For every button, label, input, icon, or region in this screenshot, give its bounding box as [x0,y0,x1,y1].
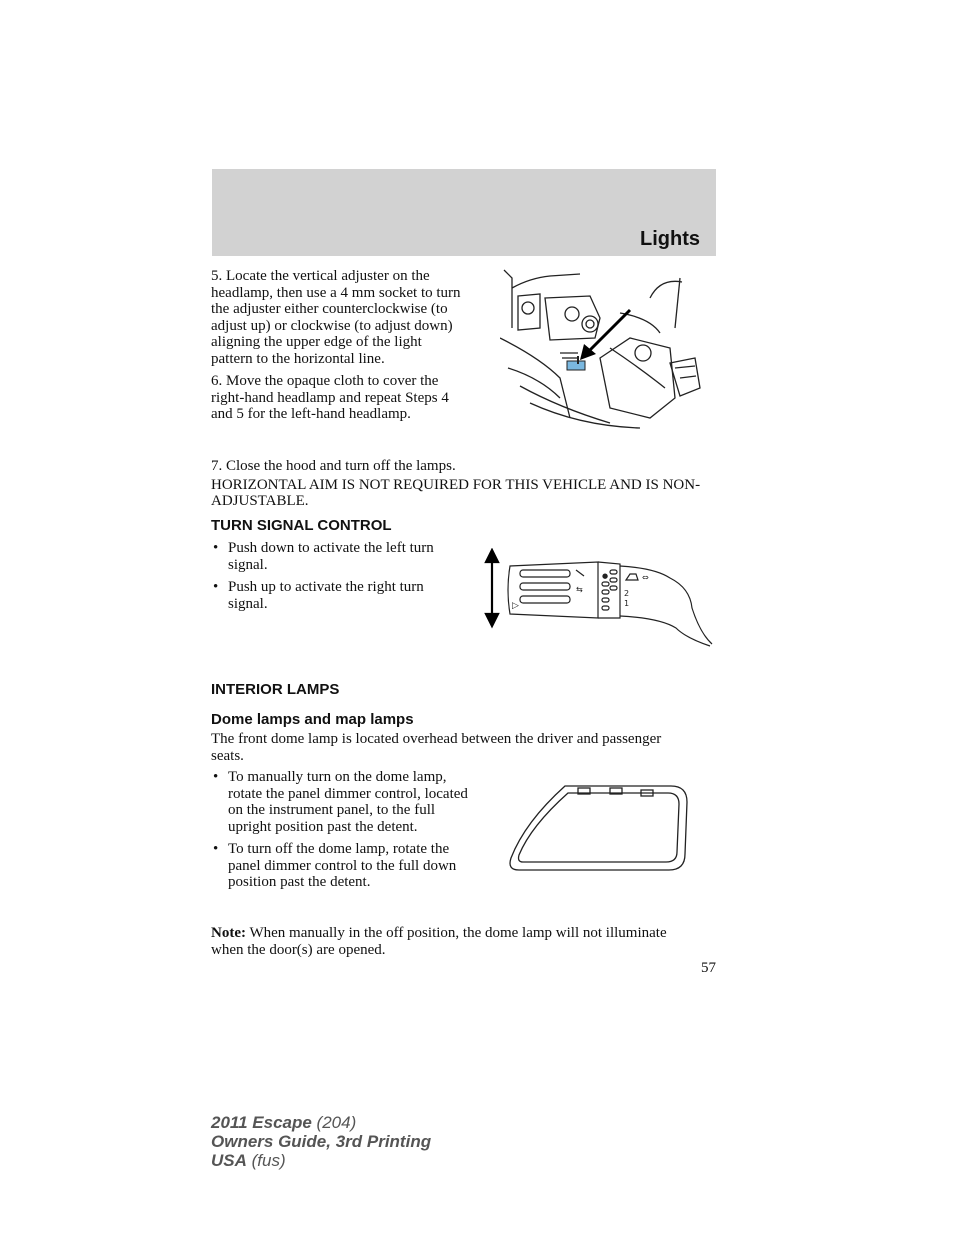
step-7-text: 7. Close the hood and turn off the lamps. [211,458,456,474]
dome-lamp-note [211,925,681,958]
interior-lamps-heading: INTERIOR LAMPS [211,681,340,698]
list-item: • To manually turn on the dome lamp, rotate the panel dimmer control, located on the instrument panel, to the full upright position past the detent. [211,769,471,835]
dome-lamps-subheading: Dome lamps and map lamps [211,711,414,728]
turn-signal-stalk-illustration [480,548,716,648]
footer-line-market [211,1151,431,1170]
footer-guide: Owners Guide, 3rd Printing [211,1132,432,1151]
step-6-text: 6. Move the opaque cloth to cover the right-hand headlamp and repeat Steps 4 and 5 for the left-hand headlamp. [211,373,449,422]
dome-lamp-illustration [505,782,691,874]
svg-text:●: ● [602,572,609,580]
svg-text:1: 1 [624,599,630,608]
list-item: • Push down to activate the left turn signal. [211,540,467,573]
horizontal-aim-note: HORIZONTAL AIM IS NOT REQUIRED FOR THIS VEHICLE AND IS NON-ADJUSTABLE. [211,476,701,509]
list-item: • Push up to activate the right turn signal. [211,579,467,612]
note-text: When manually in the off position, the dome lamp will not illuminate when the door(s) are opened. [211,925,667,958]
note-label: Note: [211,925,246,941]
document-footer [211,1113,431,1170]
step-5-text: 5. Locate the vertical adjuster on the headlamp, then use a 4 mm socket to turn the adjuster either counterclockwise (to adjust up) or clockwise (to adjust down) aligning the upper edge of the light pattern to the horizontal line. [211,268,461,367]
footer-model-code: (204) [311,1113,357,1132]
aim-steps-column [211,268,461,423]
dome-lamp-intro: The front dome lamp is located overhead between the driver and passenger seats. [211,731,662,764]
footer-market-code: (fus) [246,1151,286,1170]
svg-text:⇔: ⇔ [642,573,649,582]
dome-lamp-list [211,769,471,897]
section-title: Lights [640,228,700,250]
headlamp-adjuster-illustration [500,268,716,433]
footer-model: 2011 Escape [211,1113,312,1132]
footer-line-model [211,1113,431,1132]
footer-line-guide [211,1132,431,1151]
turn-signal-list [211,540,467,618]
turn-signal-heading: TURN SIGNAL CONTROL [211,517,392,534]
list-item: • To turn off the dome lamp, rotate the panel dimmer control to the full down position past the detent. [211,841,471,891]
svg-text:▷: ▷ [512,601,519,611]
page-number: 57 [701,960,716,976]
footer-market: USA [211,1151,247,1170]
section-header-band [212,169,716,256]
aim-closing-text [211,458,711,510]
svg-text:2: 2 [624,589,630,598]
svg-text:⇆: ⇆ [576,585,583,594]
